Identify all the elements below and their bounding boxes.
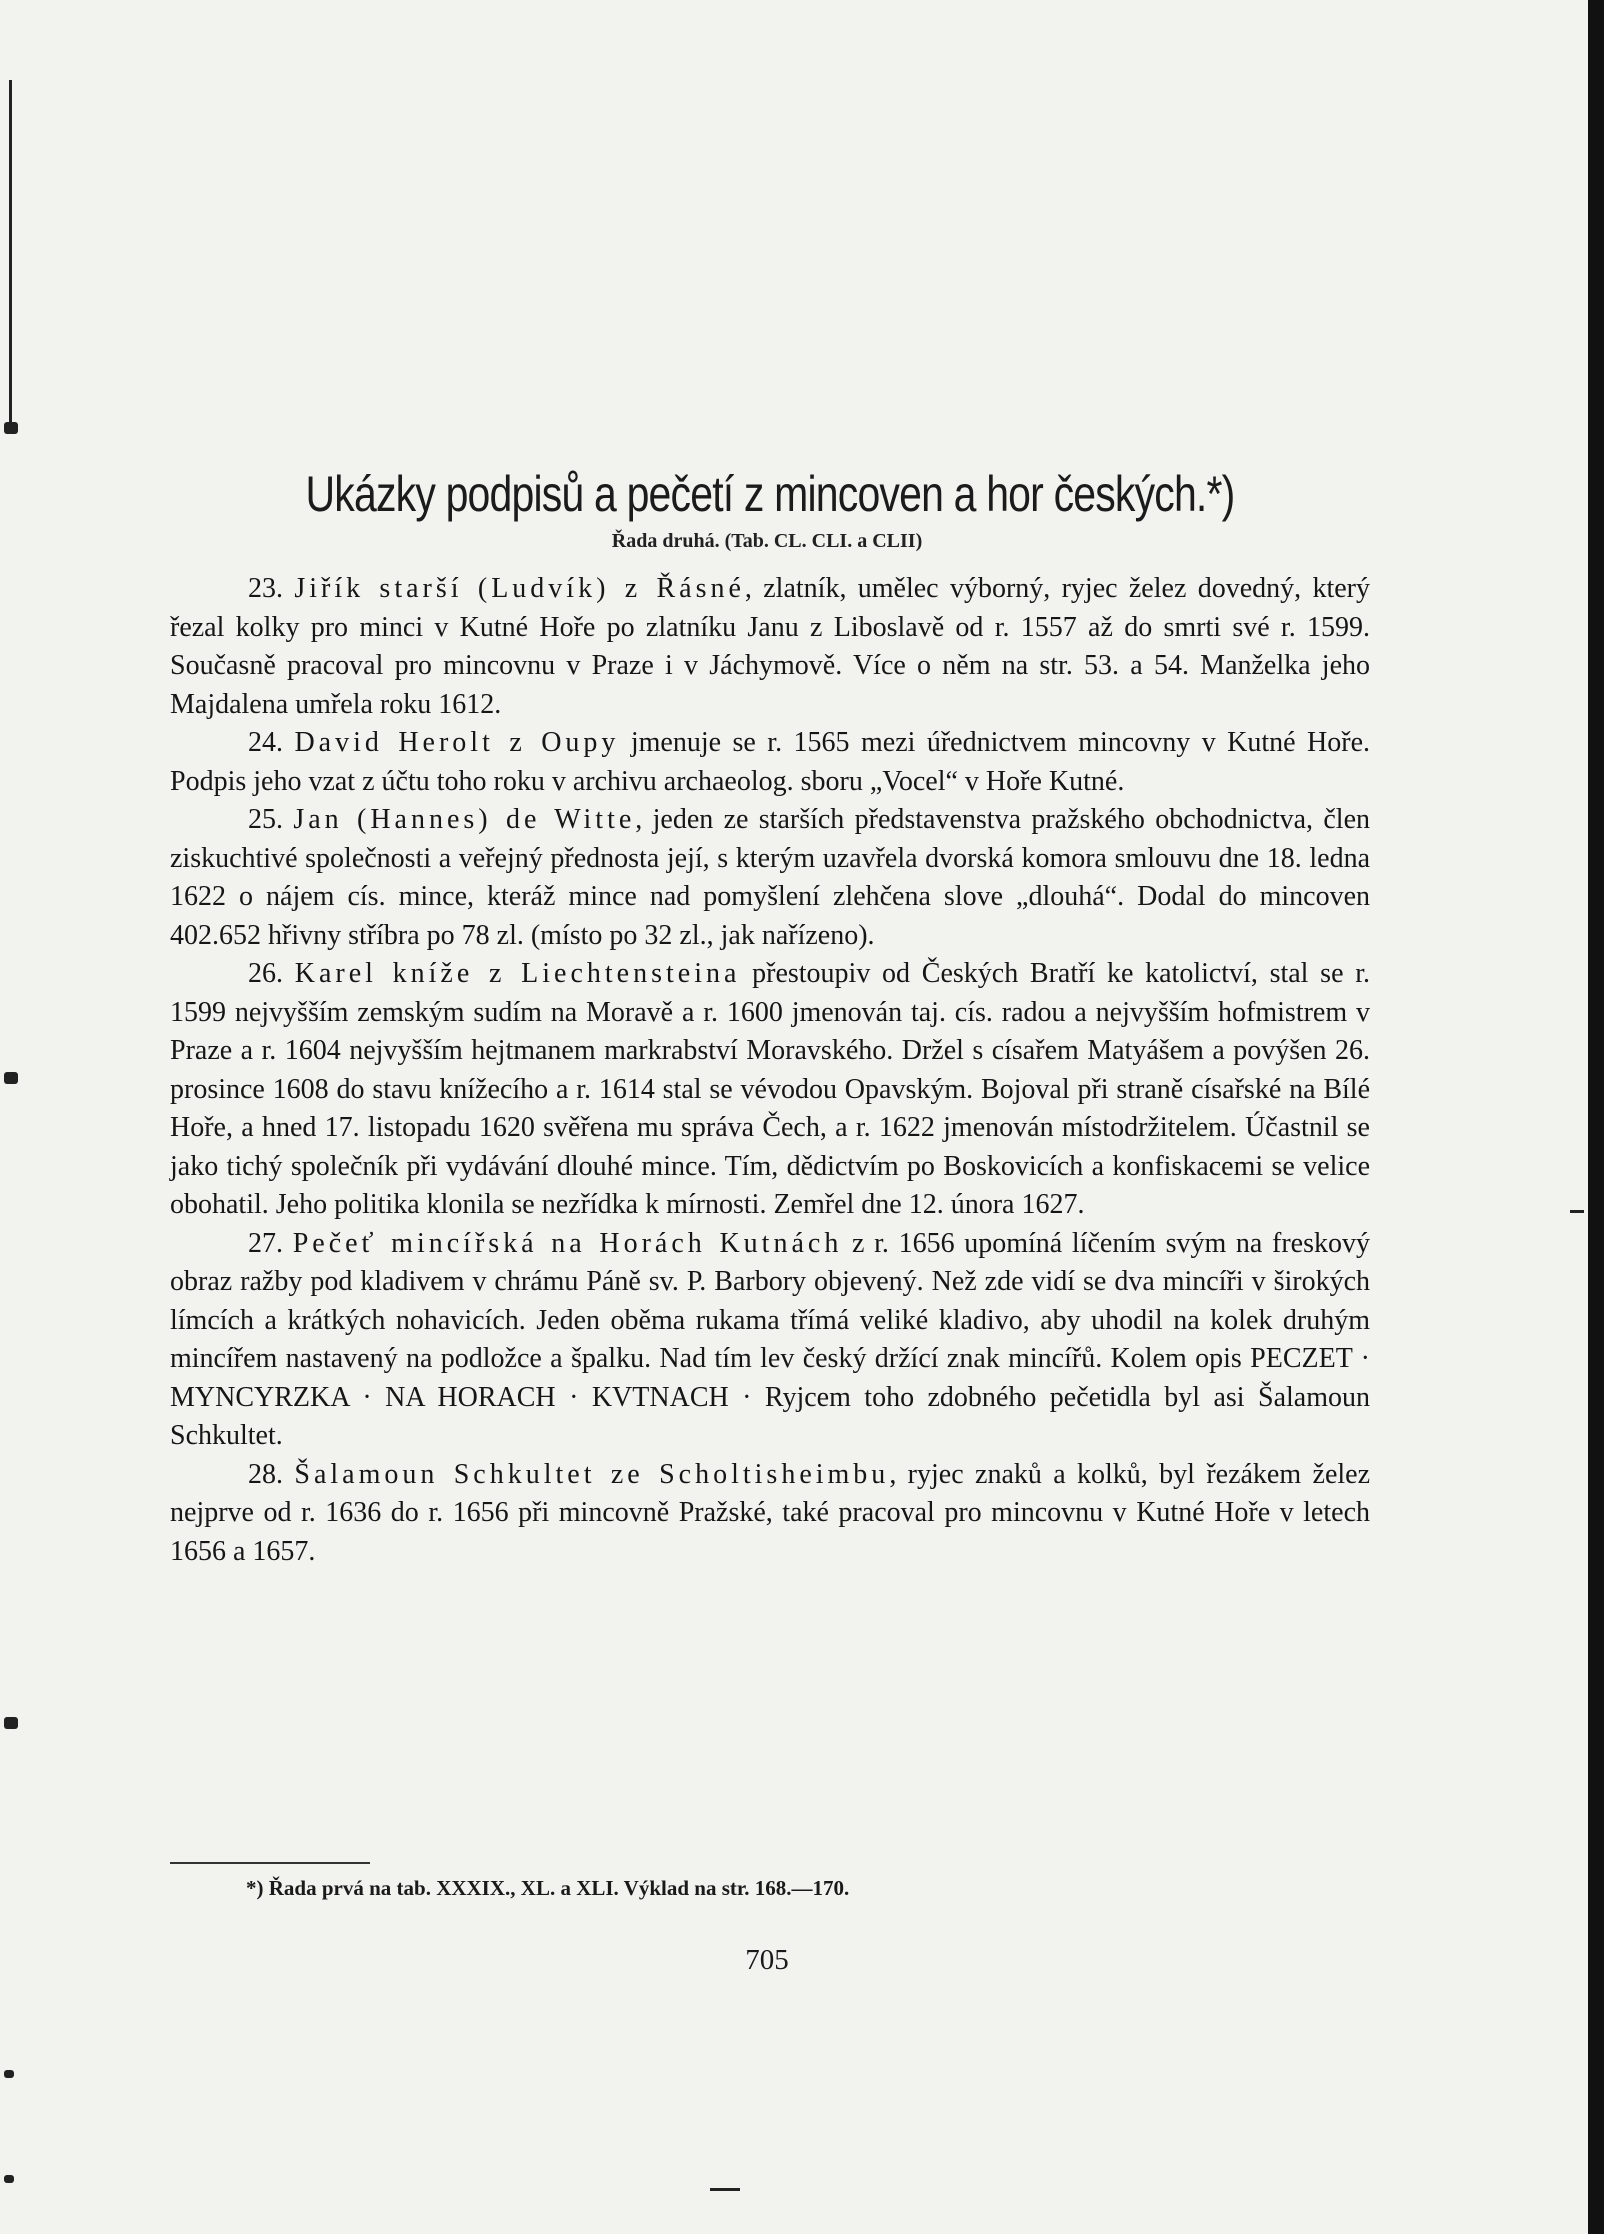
entry-name: Jan (Hannes) de Witte <box>293 804 636 835</box>
binding-rule <box>9 80 12 430</box>
binding-mark <box>4 1717 18 1729</box>
page-subtitle: Řada druhá. (Tab. CL. CLI. a CLII) <box>611 530 923 552</box>
bottom-mark <box>710 2188 740 2191</box>
entry-name: Jiřík starší (Ludvík) z Řásné <box>294 573 745 604</box>
entry-25 <box>170 801 1370 955</box>
footnote-divider <box>170 1862 370 1864</box>
entry-24 <box>170 724 1370 801</box>
entry-name: Pečeť mincířská na Horách Kutnách <box>292 1227 843 1259</box>
document-body <box>170 570 1370 1571</box>
binding-mark <box>4 2070 14 2078</box>
entry-name: David Herolt z Oupy <box>294 727 620 758</box>
entry-27 <box>170 1225 1370 1456</box>
footnote: *) Řada prvá na tab. XXXIX., XL. a XLI. Výklad na str. 168.—170. <box>246 1876 850 1900</box>
page-number: 705 <box>745 1944 789 1976</box>
binding-mark <box>4 422 18 434</box>
entry-text: , zlatník, umělec výborný, ryjec želez dovedný, který řezal kolky pro minci v Kutné Hoře po zlatníku Janu z Liboslavě od r. 1557 až do smrti své r. 1599. Současně pracoval pro mincovnu v Praze i v Jáchymově. Více o něm na str. 53. a 54. Manželka jeho Majdalena umřela roku 1612. <box>170 573 1370 720</box>
entry-text: , jeden ze starších představenstva pražského obchodnictva, člen ziskuchtivé společnosti a veřejný přednosta její, s kterým uzavřela dvorská komora smlouvu dne 18. ledna 1622 o nájem cís. mince, kteráž mince nad pomyšlení zlehčena slove „dlouhá“. Dodal do mincoven 402.652 hřivny stříbra po 78 zl. (místo po 32 zl., jak nařízeno). <box>170 804 1370 951</box>
entry-text: přestoupiv od Českých Bratří ke katolictví, stal se r. 1599 nejvyšším zemským sudím na Moravě a r. 1600 jmenován taj. cís. radou a nejvyšším hofmistrem v Praze a r. 1604 nejvyšším hejtmanem markrabství Moravského. Držel s císařem Matyášem a povýšen 26. prosince 1608 do stavu knížecího a r. 1614 stal se vévodou Opavským. Bojoval při straně císařské na Bílé Hoře, a hned 17. listopadu 1620 svěřena mu správa Čech, a r. 1622 jmenován místodržitelem. Účastnil se jako tichý společník při vydávání dlouhé mince. Tím, dědictvím po Boskovicích a konfiskacemi se velice obohatil. Jeho politika klonila se nezřídka k mírnosti. Zemřel dne 12. února 1627. <box>170 958 1371 1220</box>
entry-name: Karel kníže z Liechtensteina <box>294 958 741 989</box>
binding-mark <box>4 1072 18 1084</box>
entry-number: 27. <box>248 1227 283 1259</box>
entry-name: Šalamoun Schkultet ze Scholtisheimbu <box>294 1458 890 1490</box>
entry-number: 24. <box>248 727 283 758</box>
entry-text: jmenuje se r. 1565 mezi úřednictvem mincovny v Kutné Hoře. Podpis jeho vzat z účtu toho roku v archivu archaeolog. sboru „Vocel“ v Hoře Kutné. <box>170 727 1370 797</box>
page-title: Ukázky podpisů a pečetí z mincoven a hor českých.*) <box>305 466 1235 522</box>
entry-28 <box>170 1456 1370 1572</box>
entry-number: 23. <box>248 573 283 604</box>
entry-number: 25. <box>248 804 283 835</box>
entry-23 <box>170 570 1370 724</box>
entry-number: 26. <box>248 958 283 989</box>
margin-mark <box>1570 1210 1584 1213</box>
binding-mark <box>4 2175 14 2183</box>
entry-number: 28. <box>248 1458 283 1490</box>
entry-26 <box>170 955 1370 1225</box>
entry-text: z r. 1656 upomíná líčením svým na freskový obraz ražby pod kladivem v chrámu Páně sv. P. Barbory objevený. Než zde vidí se dva mincíři v širokých límcích a krátkých nohavicích. Jeden oběma rukama třímá veliké kladivo, aby uhodil na kolek druhým mincířem nastavený na podložce a špalku. Nad tím lev český držící znak mincířů. Kolem opis PECZET · MYNCYRZKA · NA HORACH · KVTNACH · Ryjcem toho zdobného pečetidla byl asi Šalamoun Schkultet. <box>170 1227 1371 1451</box>
scan-edge <box>1588 0 1604 2234</box>
entry-text: , ryjec znaků a kolků, byl řezákem želez nejprve od r. 1636 do r. 1656 při mincovně Pražské, také pracoval pro mincovnu v Kutné Hoře v letech 1656 a 1657. <box>170 1458 1371 1567</box>
